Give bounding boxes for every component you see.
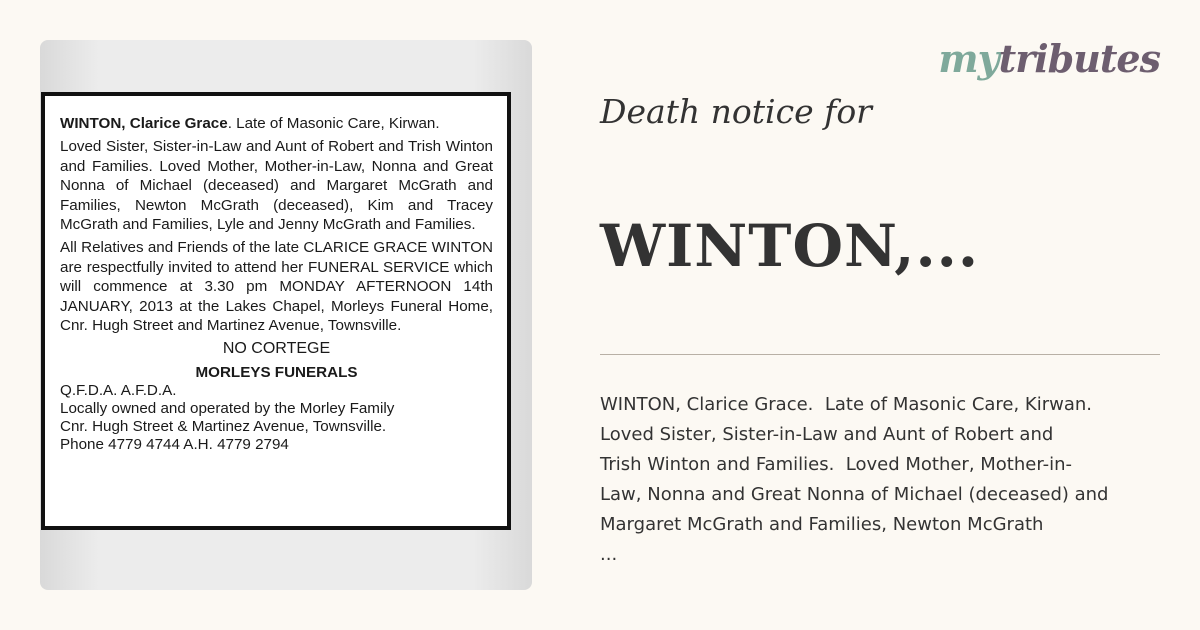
excerpt-line: Margaret McGrath and Families, Newton McGrath [600,514,1044,535]
excerpt-line: Trish Winton and Families. Loved Mother, Mother-in- [600,454,1072,475]
divider [600,354,1160,355]
notice-footer-2: Cnr. Hugh Street & Martinez Avenue, Townsville. [60,418,387,436]
notice-image [40,40,532,590]
notice-excerpt [600,390,1175,570]
excerpt-line: WINTON, Clarice Grace. Late of Masonic Care, Kirwan. [600,394,1093,415]
logo-part-my: my [938,36,999,81]
deceased-name: WINTON,... [600,212,980,280]
notice-intro [60,114,493,133]
excerpt-ellipsis: ... [600,544,618,565]
notice-footer-1: Locally owned and operated by the Morley Family [60,400,395,418]
notice-intro-text: . Late of Masonic Care, Kirwan. [227,115,440,132]
excerpt-line: Law, Nonna and Great Nonna of Michael (deceased) and [600,484,1109,505]
mytributes-logo [938,36,1160,81]
notice-cortege: NO CORTEGE [222,340,331,358]
death-notice-clipping [41,92,511,530]
notice-family-paragraph: Loved Sister, Sister-in-Law and Aunt of Robert and Trish Winton and Families. Loved Mother, Mother-in-Law, Nonna and Great Nonna of Michael (deceased) and Margaret McGrath and Families, Newton McGrath (deceased), Kim and Tracey McGrath and Families, Lyle and Jenny McGrath and Families. [60,138,493,234]
notice-funeral-paragraph: All Relatives and Friends of the late CLARICE GRACE WINTON are respectfully invited to attend her FUNERAL SERVICE which will commence at 3.30 pm MONDAY AFTERNOON 14th JANUARY, 2013 at the Lakes Chapel, Morleys Funeral Home, Cnr. Hugh Street and Martinez Avenue, Townsville. [60,239,493,335]
logo-part-tributes: tributes [998,36,1160,81]
notice-footer-3: Phone 4779 4744 A.H. 4779 2794 [60,436,289,454]
notice-name: WINTON, Clarice Grace [60,115,228,132]
notice-funeral-director: MORLEYS FUNERALS [195,363,358,381]
excerpt-line: Loved Sister, Sister-in-Law and Aunt of Robert and [600,424,1054,445]
page-heading: Death notice for [600,92,872,131]
notice-qualifications: Q.F.D.A. A.F.D.A. [60,382,177,400]
